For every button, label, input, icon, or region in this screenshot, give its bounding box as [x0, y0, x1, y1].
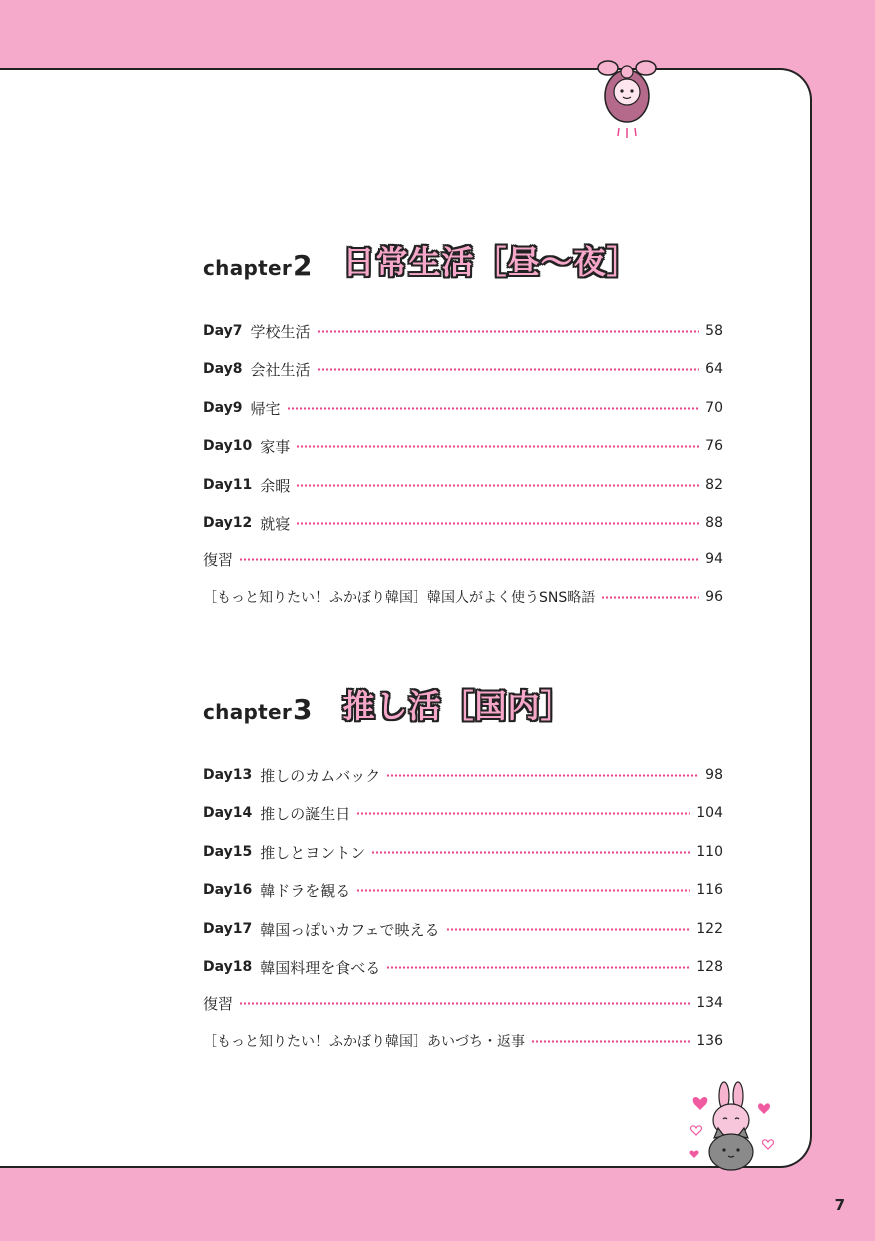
- toc-title: 推しとヨントン: [260, 843, 366, 862]
- toc-page-number: 82: [705, 477, 723, 493]
- toc-page-number: 116: [696, 882, 723, 898]
- toc-title: 会社生活: [250, 360, 311, 379]
- toc-title: 復習: [203, 994, 234, 1013]
- toc-title: 推しの誕生日: [260, 804, 351, 823]
- toc-title: 余暇: [260, 476, 291, 495]
- toc-title: ［もっと知りたい！ふかぼり韓国］あいづち・返事: [203, 1034, 525, 1050]
- toc-page-number: 70: [705, 400, 723, 416]
- toc-page-number: 134: [696, 995, 723, 1011]
- chapter3-word: chapter: [203, 700, 292, 724]
- chapter3-title: 推し活［国内］: [342, 687, 574, 725]
- leader-dots: [601, 596, 699, 599]
- chapter2-word: chapter: [203, 256, 292, 280]
- toc-page-number: 88: [705, 515, 723, 531]
- toc-day: Day9: [203, 400, 243, 416]
- toc-entry[interactable]: [203, 320, 723, 342]
- toc-page-number: 104: [696, 805, 723, 821]
- toc-entry[interactable]: [203, 802, 723, 824]
- page-number: 7: [834, 1196, 845, 1214]
- toc-title: 推しのカムバック: [260, 766, 381, 785]
- toc-title: 帰宅: [250, 399, 281, 418]
- toc-day: Day7: [203, 323, 243, 339]
- toc-title: 韓国っぽいカフェで映える: [260, 920, 440, 939]
- toc-entry[interactable]: [203, 1030, 723, 1052]
- leader-dots: [386, 966, 690, 969]
- toc-page-number: 76: [705, 438, 723, 454]
- toc-entry[interactable]: [203, 512, 723, 534]
- toc-page-number: 128: [696, 959, 723, 975]
- toc-entry[interactable]: [203, 474, 723, 496]
- toc-page-number: 136: [696, 1033, 723, 1049]
- toc-day: Day16: [203, 882, 253, 898]
- toc-page-number: 64: [705, 361, 723, 377]
- toc-entry[interactable]: [203, 435, 723, 457]
- toc-title: 学校生活: [250, 322, 311, 341]
- toc-day: Day10: [203, 438, 253, 454]
- leader-dots: [356, 812, 690, 815]
- toc-entry[interactable]: [203, 992, 723, 1014]
- toc-day: Day8: [203, 361, 243, 377]
- toc-entry[interactable]: [203, 841, 723, 863]
- toc-entry[interactable]: [203, 586, 723, 608]
- leader-dots: [446, 928, 691, 931]
- toc-page-number: 98: [705, 767, 723, 783]
- toc-title: 復習: [203, 550, 234, 569]
- chapter3-heading: [203, 688, 574, 724]
- mascot-rabbit-cat-illustration: [688, 1080, 780, 1172]
- toc-day: Day18: [203, 959, 253, 975]
- toc-entry[interactable]: [203, 397, 723, 419]
- toc-page-number: 96: [705, 589, 723, 605]
- toc-day: Day13: [203, 767, 253, 783]
- leader-dots: [296, 445, 699, 448]
- toc-day: Day15: [203, 844, 253, 860]
- chapter2-title: 日常生活［昼～夜］: [342, 243, 640, 281]
- toc-entry[interactable]: [203, 548, 723, 570]
- chapter2-number: 2: [293, 249, 313, 282]
- toc-entry[interactable]: [203, 358, 723, 380]
- leader-dots: [296, 484, 699, 487]
- leader-dots: [371, 851, 690, 854]
- mascot-hanging-illustration: [592, 58, 662, 142]
- toc-day: Day14: [203, 805, 253, 821]
- leader-dots: [287, 407, 700, 410]
- toc-day: Day11: [203, 477, 253, 493]
- toc-page-number: 122: [696, 921, 723, 937]
- chapter3-number: 3: [293, 693, 313, 726]
- toc-day: Day17: [203, 921, 253, 937]
- leader-dots: [356, 889, 690, 892]
- toc-title: 就寝: [260, 514, 291, 533]
- toc-page-number: 110: [696, 844, 723, 860]
- toc-title: 家事: [260, 437, 291, 456]
- toc-page-number: 94: [705, 551, 723, 567]
- leader-dots: [296, 522, 699, 525]
- leader-dots: [531, 1040, 690, 1043]
- leader-dots: [317, 330, 700, 333]
- toc-entry[interactable]: [203, 918, 723, 940]
- toc-day: Day12: [203, 515, 253, 531]
- toc-page-number: 58: [705, 323, 723, 339]
- toc-title: 韓国料理を食べる: [260, 958, 381, 977]
- leader-dots: [239, 558, 699, 561]
- toc-title: ［もっと知りたい！ふかぼり韓国］韓国人がよく使うSNS略語: [203, 590, 596, 606]
- chapter2-heading: [203, 244, 640, 280]
- toc-entry[interactable]: [203, 879, 723, 901]
- toc-entry[interactable]: [203, 764, 723, 786]
- toc-title: 韓ドラを観る: [260, 881, 351, 900]
- toc-entry[interactable]: [203, 956, 723, 978]
- leader-dots: [317, 368, 700, 371]
- leader-dots: [386, 774, 699, 777]
- leader-dots: [239, 1002, 690, 1005]
